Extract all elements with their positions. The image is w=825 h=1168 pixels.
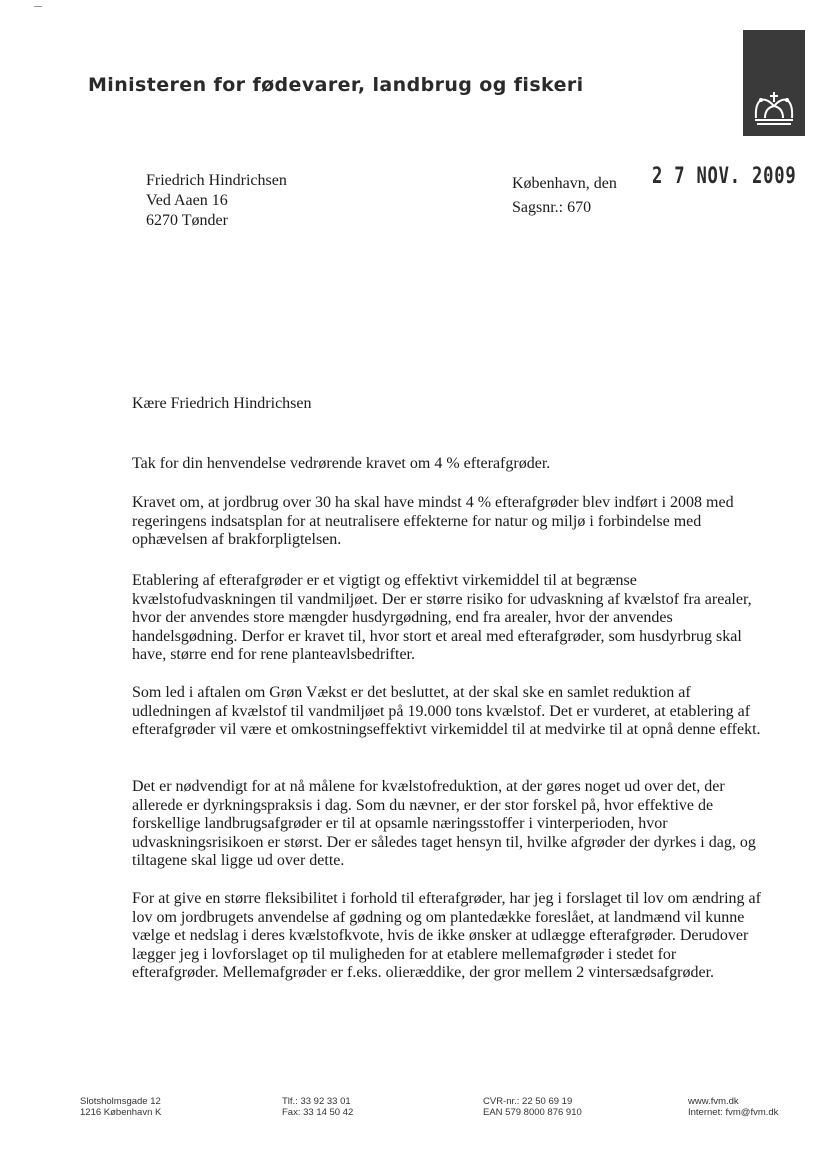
footer-ean: EAN 579 8000 876 910 [483, 1107, 582, 1118]
crown-logo [743, 30, 805, 136]
ministry-title: Ministeren for fødevarer, landbrug og fiskeri [88, 74, 584, 96]
scan-mark [34, 6, 42, 7]
letter-paragraph-5: Det er nødvendigt for at nå målene for kvælstofreduktion, at der gøres noget ud over det, der allerede er dyrkningspraksis i dag. Som du nævner, er der stor forskel på, hvor effektive de forskellige landbrugsafgrøder er til at opsamle næringsstoffer i vinterperioden, hvor udvaskningsrisikoen er størst. Der er således taget hensyn til, hvilke afgrøder der dyrkes i dag, og tiltagene skal ligge ud over dette. [132, 778, 756, 870]
footer-postcode: 1216 København K [80, 1107, 162, 1118]
date-stamp: 2 7 NOV. 2009 [652, 164, 797, 189]
recipient-address [146, 171, 287, 231]
footer-phone-block [282, 1096, 353, 1118]
crown-icon [749, 88, 799, 130]
letter-paragraph-3: Etablering af efterafgrøder er et vigtigt og effektivt virkemiddel til at begrænse kvælstofudvaskningen til vandmiljøet. Der er større risiko for udvaskning af kvælstof fra arealer, hvor der anvendes store mængder husdyrgødning, end fra arealer, hvor der anvendes handelsgødning. Derfor er kravet til, hvor stort et areal med efterafgrøder, som husdyrbrug skal have, større end for rene planteavlsbedrifter. [132, 572, 752, 664]
footer-address [80, 1096, 161, 1118]
footer-cvr: CVR-nr.: 22 50 69 19 [483, 1096, 573, 1107]
letter-paragraph-6: For at give en større fleksibilitet i forhold til efterafgrøder, har jeg i forslaget til lov om ændring af lov om jordbrugets anvendelse af gødning og om plantedække foreslået, at landmænd vil kunne vælge et nedslag i deres kvælstofkvote, hvis de ikke ønsker at udlægge efterafgrøder. Derudover lægger jeg i lovforslaget op til muligheden for at etablere mellemafgrøder i stedet for efterafgrøder. Mellemafgrøder er f.eks. olieræddike, der gror mellem 2 vintersædsafgrøder. [132, 890, 761, 982]
footer-registration [483, 1096, 582, 1118]
footer-phone: Tlf.: 33 92 33 01 [282, 1096, 351, 1107]
recipient-street: Ved Aaen 16 [146, 192, 228, 209]
footer-email: Internet: fvm@fvm.dk [688, 1107, 779, 1118]
letter-paragraph-2: Kravet om, at jordbrug over 30 ha skal have mindst 4 % efterafgrøder blev indført i 2008 med regeringens indsatsplan for at neutralisere effekterne for natur og miljø i forbindelse med ophævelsen af brakforpligtelsen. [132, 494, 734, 549]
footer-fax: Fax: 33 14 50 42 [282, 1107, 354, 1118]
letter-paragraph-1: Tak for din henvendelse vedrørende kravet om 4 % efterafgrøder. [132, 455, 551, 472]
footer-street: Slotsholmsgade 12 [80, 1096, 161, 1107]
letter-place: København, den [512, 175, 617, 192]
footer-web: www.fvm.dk [688, 1096, 739, 1107]
recipient-city: 6270 Tønder [146, 212, 228, 229]
case-number: Sagsnr.: 670 [512, 199, 592, 216]
footer-web-block [688, 1096, 778, 1118]
letter-greeting: Kære Friedrich Hindrichsen [132, 395, 312, 412]
recipient-name: Friedrich Hindrichsen [146, 172, 287, 189]
letter-paragraph-4: Som led i aftalen om Grøn Vækst er det besluttet, at der skal ske en samlet reduktion af udledningen af kvælstof til vandmiljøet på 19.000 tons kvælstof. Det er vurderet, at etablering af efterafgrøder vil være et omkostningseffektivt virkemiddel til at medvirke til at opnå denne effekt. [132, 684, 761, 739]
